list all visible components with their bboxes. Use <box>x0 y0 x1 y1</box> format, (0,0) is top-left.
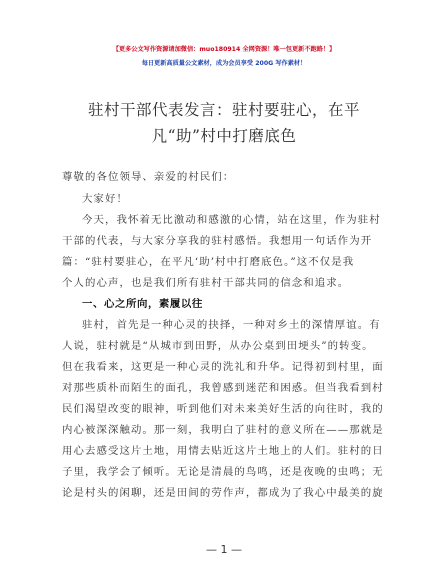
paragraph-line: 民们渴望改变的眼神，听到他们对未来美好生活的向往时，我的 <box>62 403 384 415</box>
paragraph-line: 子里，我学会了倾听。无论是清晨的鸟鸣，还是夜晚的虫鸣；无 <box>62 466 384 478</box>
paragraph-line: 个人的心声，也是我们所有驻村干部共同的信念和追求。 <box>62 277 350 289</box>
paragraph-line: 对那些质朴而陌生的面孔，我曾感到迷茫和困惑。但当我看到村 <box>62 382 384 394</box>
paragraph-line: 用心去感受这片土地，用情去贴近这片土地上的人们。驻村的日 <box>62 445 384 457</box>
salutation: 尊敬的各位领导、亲爱的村民们： <box>62 171 235 183</box>
document-title-line2: 凡“助”村中打磨底色 <box>151 127 297 145</box>
page-number: — 1 — <box>206 543 242 556</box>
promo-banner-line2: 每日更新高质量公文素材，成为会员享受 200G 写作素材！ <box>141 60 307 67</box>
paragraph-line: 篇：“驻村要驻心，在平凡‘助’村中打磨底色。”这不仅是我 <box>62 256 355 268</box>
paragraph-line: 人说，驻村就是“从城市到田野，从办公桌到田埂头”的转变。 <box>62 340 374 352</box>
greeting-line: 大家好！ <box>82 193 128 205</box>
paragraph-line: 论是村头的闲聊，还是田间的劳作声，都成为了我心中最美的旋 <box>62 487 384 499</box>
promo-banner-line1: 【更多公文写作资源请加微信：muo180914 全网资源！唯一包更新不跑路！】 <box>112 46 336 53</box>
paragraph-line: 驻村，首先是一种心灵的抉择，一种对乡土的深情厚谊。有 <box>82 319 381 331</box>
document-title-line1: 驻村干部代表发言：驻村要驻心，在平 <box>87 101 360 119</box>
paragraph-line: 但在我看来，这更是一种心灵的洗礼和升华。记得初到村里，面 <box>62 361 384 373</box>
section-heading: 一、心之所向，素履以往 <box>82 298 203 310</box>
paragraph-line: 内心被深深触动。那一刻，我明白了驻村的意义所在——那就是 <box>62 424 384 436</box>
paragraph-line: 今天，我怀着无比激动和感激的心情，站在这里，作为驻村 <box>82 214 381 226</box>
paragraph-line: 干部的代表，与大家分享我的驻村感悟。我想用一句话作为开 <box>62 235 373 247</box>
